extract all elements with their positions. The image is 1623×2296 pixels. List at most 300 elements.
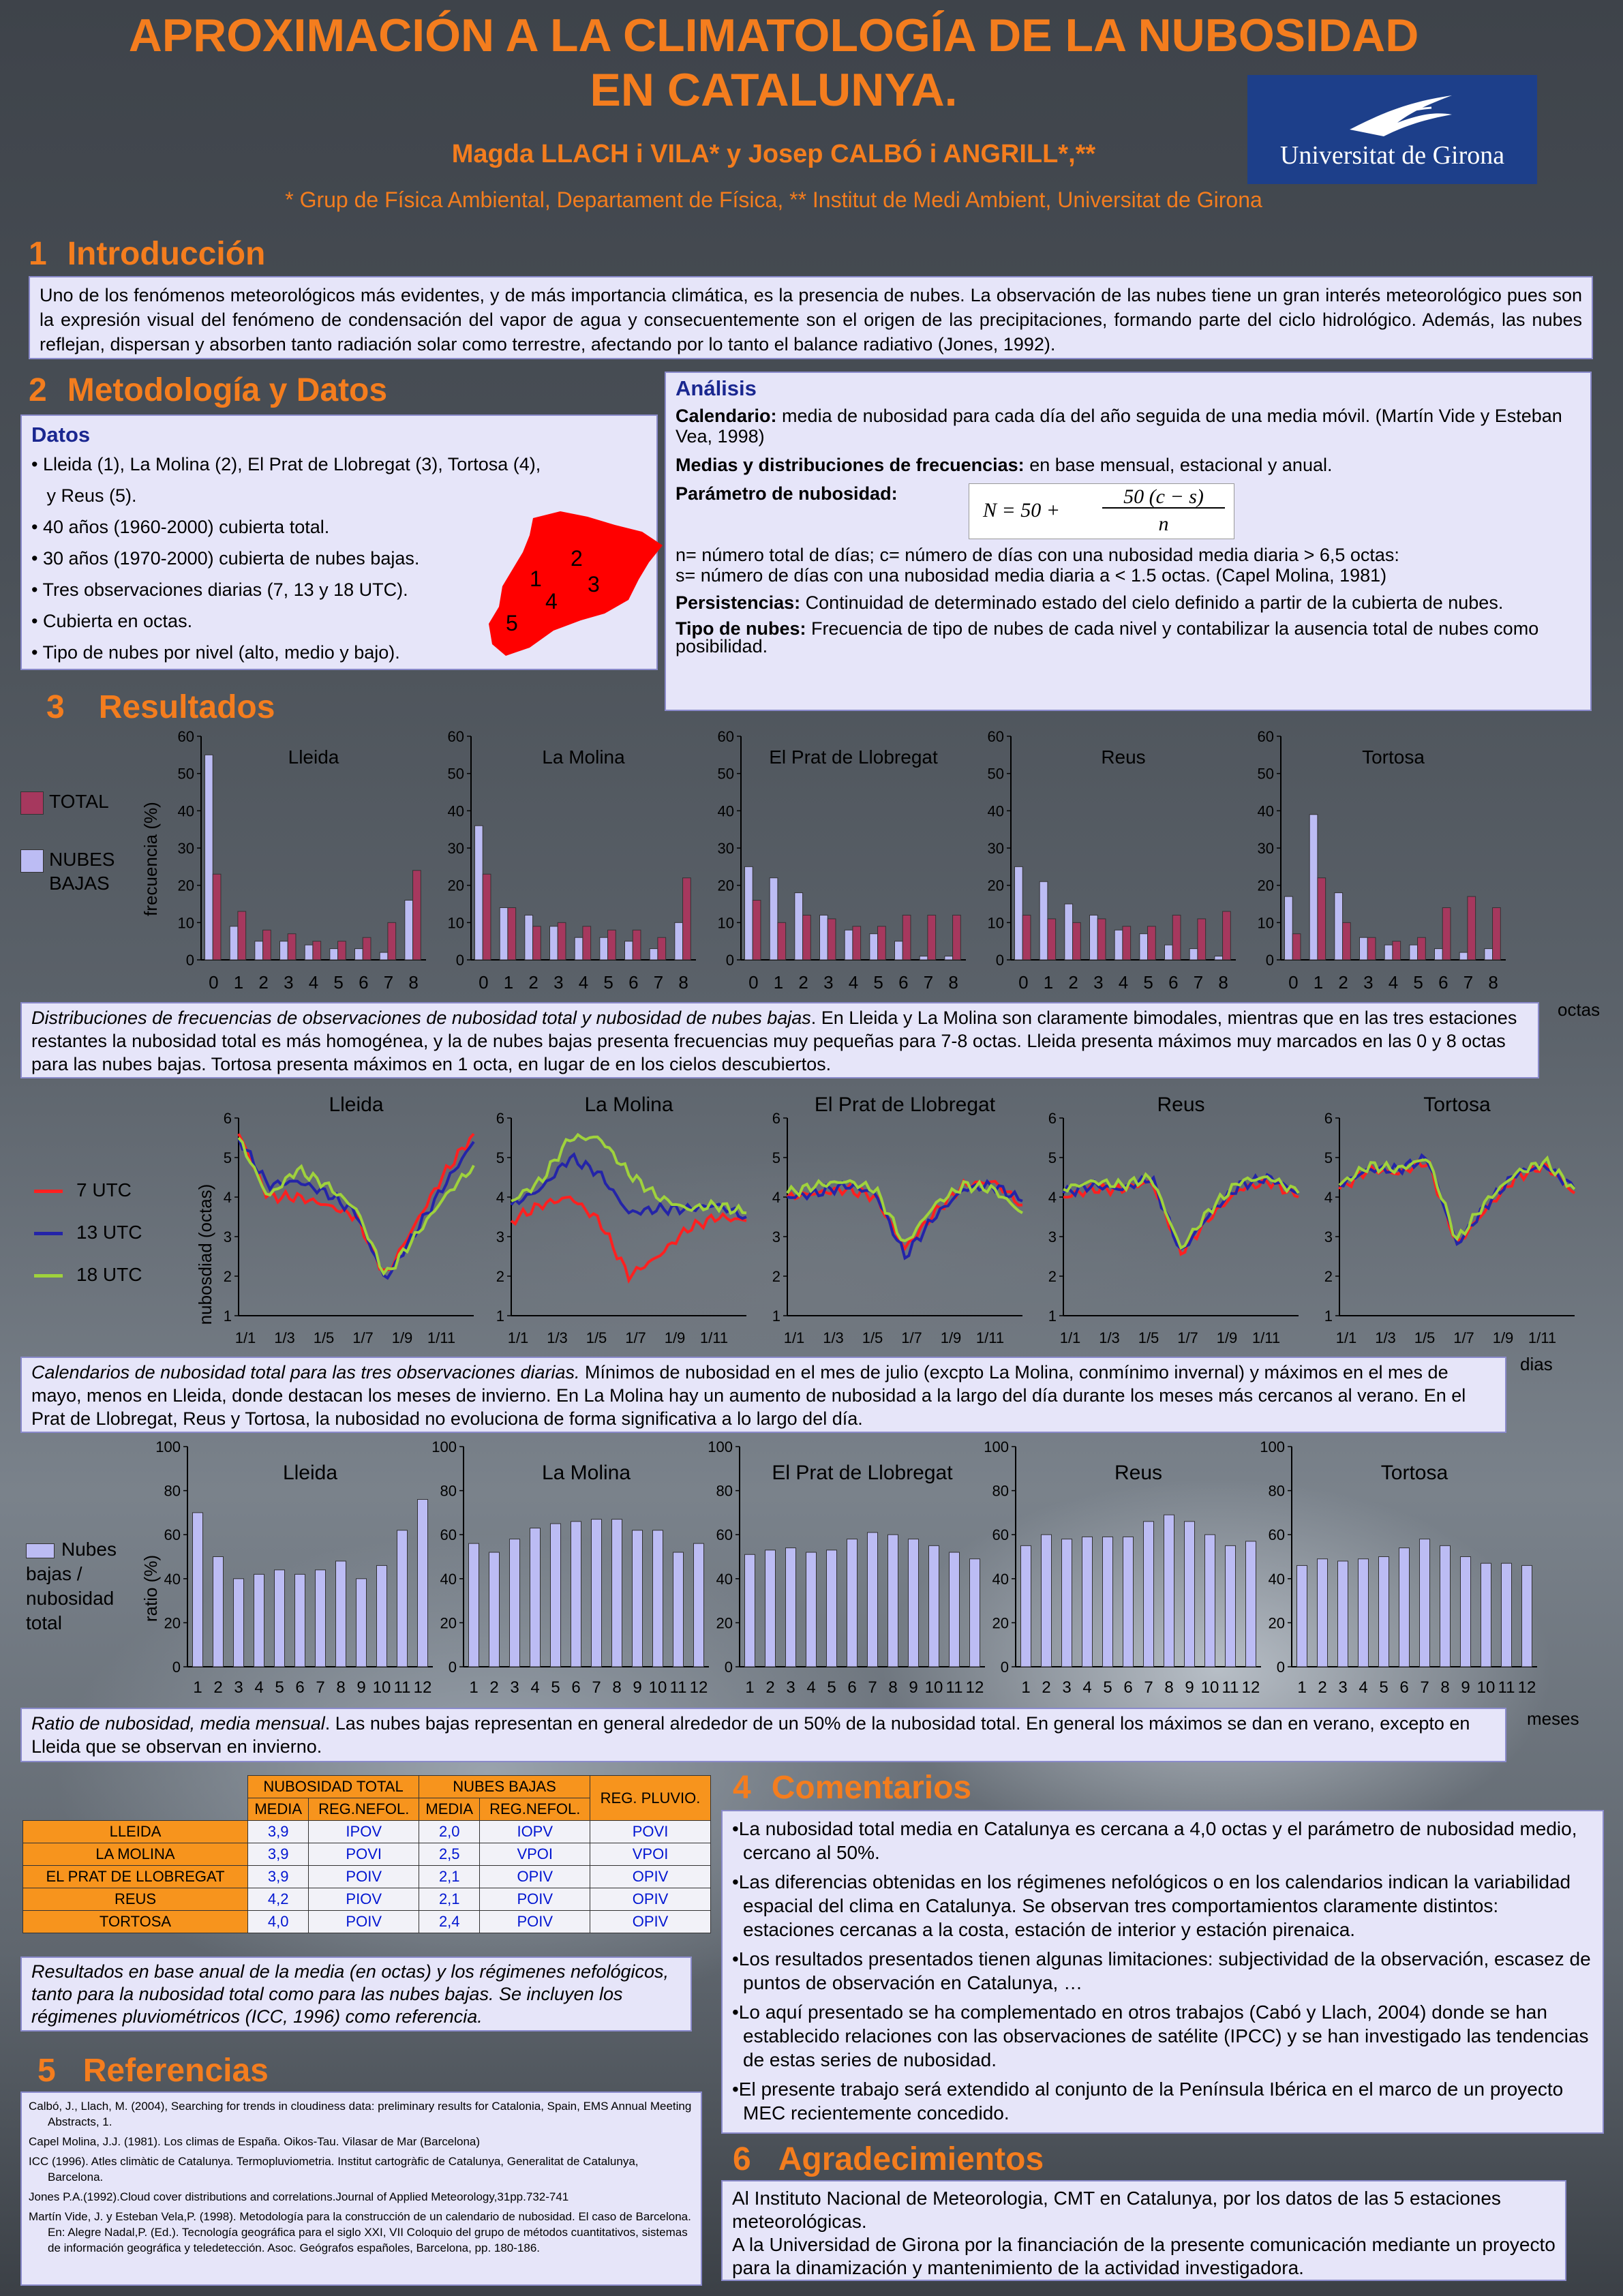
table-cell: 2,0	[419, 1821, 480, 1843]
bar	[1318, 878, 1326, 960]
map-label: 3	[588, 572, 600, 596]
label: Tipo de nubes:	[676, 618, 806, 639]
calendario-text	[676, 406, 1581, 447]
section-title: Introducción	[67, 236, 266, 272]
x-tick-label: 5	[1413, 972, 1423, 993]
table-cell: IPOV	[309, 1821, 419, 1843]
caption-italic: Calendarios de nubosidad total para las tres observaciones diarias.	[31, 1362, 580, 1383]
bar	[1144, 1522, 1154, 1667]
bar	[1399, 1548, 1410, 1667]
intro-box: Uno de los fenómenos meteorológicos más evidentes, y de más importancia climática, es la presencia de nubes. La observación de las nubes tiene un gran interés meteorológico pues son la expresión visual del fenómeno de condensación del vapor de agua y consecuentemente son el origen de las precipitaciones, formando parte del ciclo hidrológico. Además, las nubes reflejan, dispersan y absorben tanto radiación solar como terrestre, afectando por lo tanto el balance radiativo (Jones, 1992).	[29, 276, 1593, 359]
series-line	[1063, 1178, 1299, 1254]
x-tick-label: 7	[316, 1678, 325, 1697]
bar	[970, 1559, 980, 1667]
bar	[770, 878, 778, 960]
bar	[397, 1530, 408, 1667]
table-cell: 3,9	[248, 1821, 309, 1843]
y-tick-label: 20	[717, 877, 734, 894]
x-tick-label: 4	[308, 972, 319, 993]
table-cell: POIV	[480, 1888, 590, 1911]
x-tick-label: 1/5	[1138, 1329, 1159, 1346]
bar	[1384, 945, 1393, 960]
section-comentarios-heading	[733, 1769, 971, 1807]
bar	[658, 937, 666, 960]
table-header: REG.NEFOL.	[309, 1798, 419, 1821]
chart-panel	[431, 1438, 709, 1697]
bar	[405, 901, 413, 960]
table-cell: OPIV	[590, 1911, 711, 1933]
y-tick-label: 0	[448, 1659, 457, 1676]
affiliation: * Grup de Física Ambiental, Departament de Física, ** Institut de Medi Ambient, Universitat de Girona	[285, 187, 1262, 212]
y-axis-label: frecuencia (%)	[140, 802, 161, 916]
x-tick-label: 1	[773, 972, 784, 993]
bar	[288, 934, 296, 960]
legend-label: 13 UTC	[76, 1222, 142, 1243]
y-tick-label: 50	[1257, 765, 1274, 783]
x-tick-label: 8	[948, 972, 958, 993]
chart-panel	[496, 1093, 746, 1346]
bar	[1223, 911, 1231, 960]
x-tick-label: 1/1	[1335, 1329, 1357, 1346]
title-line-1: APROXIMACIÓN A LA CLIMATOLOGÍA DE LA NUBOSIDAD	[128, 10, 1419, 61]
y-tick-label: 6	[772, 1110, 780, 1127]
bar	[1065, 904, 1073, 960]
bar	[673, 1552, 684, 1667]
bar	[355, 949, 363, 960]
x-tick-label: 4	[254, 1678, 264, 1697]
bar	[1442, 907, 1451, 960]
label: Persistencias:	[676, 592, 801, 613]
x-tick-label: 4	[1082, 1678, 1092, 1697]
legend-label: bajas /	[26, 1563, 82, 1584]
x-tick-label: 5	[603, 972, 613, 993]
x-tick-label: 6	[1168, 972, 1179, 993]
x-tick-label: 11	[1498, 1678, 1515, 1697]
comment-item: •Los resultados presentados tienen algunas limitaciones: subjectividad de la observación, escasez de puntos de observación en Catalunya, …	[732, 1948, 1591, 1993]
table-cell: 2,1	[419, 1888, 480, 1911]
x-tick-label: 4	[806, 1678, 816, 1697]
table-cell: 2,1	[419, 1866, 480, 1888]
table-cell: POIV	[309, 1911, 419, 1933]
y-tick-label: 40	[716, 1570, 733, 1588]
x-tick-label: 6	[1123, 1678, 1133, 1697]
x-tick-label: 1	[233, 972, 244, 993]
x-tick-label: 1	[193, 1678, 202, 1697]
x-tick-label: 1/9	[664, 1329, 686, 1346]
x-tick-label: 1/5	[862, 1329, 883, 1346]
y-tick-label: 100	[155, 1438, 181, 1455]
series-line	[1063, 1175, 1299, 1248]
bar	[275, 1570, 285, 1667]
bar	[786, 1548, 796, 1667]
x-tick-label: 6	[847, 1678, 857, 1697]
bar	[1123, 926, 1131, 960]
bar	[753, 901, 761, 960]
bar	[483, 874, 491, 960]
caption-text: . Las nubes bajas representan en general alrededor de un 50% de la nubosidad total. En general los máximos se dan en verano, excepto en Lleida que se observan en invierno.	[31, 1713, 1470, 1757]
x-tick-label: 10	[1200, 1678, 1219, 1697]
bar	[330, 949, 338, 960]
legend-swatch	[20, 849, 44, 873]
bar	[806, 1552, 817, 1667]
bar	[500, 907, 508, 960]
section-agradecimientos-heading	[733, 2141, 1044, 2178]
bar	[1393, 941, 1401, 960]
x-tick-label: 6	[1438, 972, 1448, 993]
table-corner	[23, 1776, 248, 1821]
x-tick-label: 6	[359, 972, 369, 993]
bar	[745, 866, 753, 960]
y-tick-label: 20	[992, 1614, 1009, 1632]
y-tick-label: 30	[987, 840, 1004, 857]
bar	[316, 1570, 326, 1667]
x-tick-label: 7	[1193, 972, 1204, 993]
map-label: 1	[530, 567, 542, 591]
chart-panel	[984, 1438, 1261, 1697]
bar	[280, 941, 288, 960]
legend-swatch	[20, 791, 44, 815]
x-tick-label: 1	[1313, 972, 1324, 993]
panel-title: Lleida	[288, 746, 339, 768]
title-line-2: EN CATALUNYA.	[590, 64, 958, 116]
bar	[795, 893, 803, 960]
bar	[1164, 1515, 1174, 1667]
y-tick-label: 5	[223, 1149, 232, 1166]
bar	[675, 922, 683, 960]
panel-title: Reus	[1157, 1093, 1205, 1116]
table-cell: POVI	[309, 1843, 419, 1866]
y-tick-label: 100	[708, 1438, 733, 1455]
bar	[305, 945, 313, 960]
panel-title: Tortosa	[1362, 746, 1425, 768]
x-tick-label: 0	[1288, 972, 1299, 993]
y-axis-label: ratio (%)	[140, 1554, 161, 1622]
x-tick-label: 5	[827, 1678, 836, 1697]
label: Medias y distribuciones de frecuencias:	[676, 455, 1025, 475]
bar	[213, 1557, 224, 1667]
table-cell: POIV	[480, 1911, 590, 1933]
bar	[380, 952, 388, 960]
bar	[533, 926, 541, 960]
chart-panel	[988, 728, 1236, 993]
bar	[1367, 937, 1376, 960]
bar	[1205, 1535, 1215, 1667]
bar	[888, 1535, 898, 1667]
x-tick-label: 7	[653, 972, 664, 993]
x-tick-label: 8	[1488, 972, 1498, 993]
y-tick-label: 20	[987, 877, 1004, 894]
university-logo	[1247, 75, 1537, 184]
x-tick-label: 9	[357, 1678, 366, 1697]
frequency-chart	[136, 723, 1623, 1023]
x-tick-label: 3	[1363, 972, 1374, 993]
y-tick-label: 60	[992, 1526, 1009, 1544]
panel-title: Reus	[1101, 746, 1146, 768]
table-cell: 4,0	[248, 1911, 309, 1933]
bar	[828, 919, 836, 960]
table-row	[23, 1911, 711, 1933]
table-cell: OPIV	[590, 1866, 711, 1888]
datos-title: Datos	[31, 423, 91, 447]
results-table	[22, 1775, 711, 1933]
bar	[1172, 915, 1181, 960]
x-tick-label: 2	[1068, 972, 1078, 993]
y-tick-label: 10	[447, 914, 464, 932]
bar	[950, 1552, 960, 1667]
y-tick-label: 4	[1048, 1189, 1057, 1206]
bar	[870, 934, 878, 960]
legend-label: 18 UTC	[76, 1264, 142, 1285]
x-tick-label: 7	[592, 1678, 601, 1697]
y-tick-label: 10	[717, 914, 734, 932]
legend-label: nubosidad	[26, 1588, 115, 1609]
table-cell: 2,4	[419, 1911, 480, 1933]
x-tick-label: 7	[923, 972, 934, 993]
panel-title: El Prat de Llobregat	[769, 746, 938, 768]
bar	[1338, 1561, 1348, 1667]
x-tick-label: 9	[909, 1678, 918, 1697]
table-cell: PIOV	[309, 1888, 419, 1911]
section-number: 6	[733, 2141, 751, 2177]
x-tick-label: 12	[689, 1678, 708, 1697]
y-tick-label: 4	[1324, 1189, 1333, 1206]
bar	[508, 907, 516, 960]
x-tick-label: 10	[1476, 1678, 1496, 1697]
bar	[377, 1565, 387, 1667]
caption-italic: Distribuciones de frecuencias de observaciones de nubosidad total y nubosidad de nubes bajas	[31, 1008, 811, 1028]
reference-item: Calbó, J., Llach, M. (2004), Searching for trends in cloudiness data: preliminary results for Catalonia, Spain, EMS Annual Meeting Abstracts, 1.	[29, 2100, 692, 2128]
x-tick-label: 10	[648, 1678, 667, 1697]
y-tick-label: 40	[987, 802, 1004, 820]
bar	[765, 1550, 776, 1667]
y-tick-label: 20	[1257, 877, 1274, 894]
y-tick-label: 4	[772, 1189, 780, 1206]
table-cell: EL PRAT DE LLOBREGAT	[23, 1866, 248, 1888]
y-tick-label: 40	[177, 802, 194, 820]
bar	[1420, 1539, 1430, 1667]
section-title: Metodología y Datos	[67, 372, 388, 408]
y-tick-label: 0	[185, 952, 194, 969]
y-tick-label: 30	[717, 840, 734, 857]
x-tick-label: 1/3	[274, 1329, 295, 1346]
x-tick-label: 2	[798, 972, 808, 993]
y-tick-label: 0	[1265, 952, 1274, 969]
chart-panel	[1258, 728, 1506, 993]
x-tick-label: 3	[1338, 1678, 1348, 1697]
x-tick-label: 4	[530, 1678, 540, 1697]
bar	[1165, 945, 1173, 960]
ack-text: A la Universidad de Girona por la financiación de la presente comunicación mediante un proyecto para la dinamización y mantenimiento de la actividad investigadora.	[732, 2234, 1556, 2278]
bar	[1292, 934, 1301, 960]
legend-13utc	[34, 1211, 142, 1254]
ratio-chart	[136, 1432, 1623, 1732]
x-tick-label: 3	[284, 972, 294, 993]
y-tick-label: 10	[987, 914, 1004, 932]
x-axis-label: octas	[1558, 999, 1601, 1020]
y-tick-label: 2	[1048, 1268, 1057, 1285]
table-header: REG. PLUVIO.	[590, 1776, 711, 1821]
y-tick-label: 1	[772, 1308, 780, 1325]
y-tick-label: 80	[716, 1482, 733, 1500]
bar	[853, 926, 861, 960]
x-tick-label: 1/1	[1059, 1329, 1081, 1346]
datos-item: • 30 años (1970-2000) cubierta de nubes bajas.	[31, 548, 420, 569]
tipo-text	[676, 620, 1581, 655]
y-tick-label: 0	[455, 952, 464, 969]
y-tick-label: 2	[496, 1268, 504, 1285]
y-tick-label: 1	[223, 1308, 232, 1325]
table-cell: 2,5	[419, 1843, 480, 1866]
bar	[683, 878, 691, 960]
bar	[694, 1543, 704, 1667]
table-cell: VPOI	[590, 1843, 711, 1866]
bar	[1285, 896, 1293, 960]
ack-text: Al Instituto Nacional de Meteorologia, CMT en Catalunya, por los datos de las 5 estaciones meteorológicas.	[732, 2188, 1501, 2232]
x-tick-label: 8	[336, 1678, 346, 1697]
caption-ratio	[20, 1708, 1506, 1762]
bar	[1297, 1565, 1307, 1667]
bar	[920, 956, 928, 960]
section-metodologia-heading	[29, 372, 387, 409]
bar	[878, 926, 886, 960]
x-tick-label: 5	[275, 1678, 284, 1697]
datos-item: • 40 años (1960-2000) cubierta total.	[31, 517, 330, 537]
bar	[625, 941, 633, 960]
x-tick-label: 1	[469, 1678, 479, 1697]
x-tick-label: 6	[295, 1678, 305, 1697]
bar	[475, 826, 483, 960]
x-tick-label: 12	[965, 1678, 984, 1697]
comentarios-box	[721, 1810, 1604, 2134]
section-title: Comentarios	[771, 1770, 972, 1806]
x-tick-label: 7	[868, 1678, 877, 1697]
y-tick-label: 3	[1048, 1228, 1057, 1245]
table-cell: IOPV	[480, 1821, 590, 1843]
x-tick-label: 1/1	[507, 1329, 529, 1346]
y-tick-label: 5	[496, 1149, 504, 1166]
bar	[530, 1528, 541, 1667]
y-tick-label: 60	[164, 1526, 181, 1544]
y-tick-label: 30	[177, 840, 194, 857]
y-tick-label: 80	[992, 1482, 1009, 1500]
panel-title: El Prat de Llobregat	[772, 1462, 953, 1484]
series-line	[239, 1138, 474, 1273]
bar	[600, 937, 608, 960]
x-tick-label: 3	[823, 972, 834, 993]
bar	[612, 1520, 622, 1667]
bar	[1040, 881, 1048, 960]
section-number: 2	[29, 372, 47, 408]
table-cell: 3,9	[248, 1843, 309, 1866]
bar	[1073, 922, 1081, 960]
bar	[525, 915, 533, 960]
table-row	[23, 1888, 711, 1911]
x-tick-label: 2	[1318, 1678, 1327, 1697]
persist-text	[676, 594, 1581, 611]
x-tick-label: 6	[898, 972, 909, 993]
table-header: NUBOSIDAD TOTAL	[248, 1776, 419, 1798]
bar	[489, 1552, 500, 1667]
section-number: 5	[37, 2053, 56, 2089]
y-tick-label: 60	[716, 1526, 733, 1544]
table-row	[23, 1843, 711, 1866]
bar	[230, 926, 238, 960]
y-tick-label: 6	[1048, 1110, 1057, 1127]
y-tick-label: 80	[440, 1482, 457, 1500]
bar	[550, 926, 558, 960]
bar	[650, 949, 658, 960]
bar	[1360, 937, 1368, 960]
x-tick-label: 10	[924, 1678, 943, 1697]
y-tick-label: 50	[177, 765, 194, 783]
legend-label: NUBES	[49, 849, 115, 870]
chart-panel	[448, 728, 696, 993]
x-tick-label: 1/9	[1216, 1329, 1238, 1346]
x-tick-label: 1/5	[313, 1329, 335, 1346]
bar	[254, 1574, 264, 1667]
x-tick-label: 3	[1062, 1678, 1072, 1697]
x-tick-label: 11	[393, 1678, 411, 1697]
bar	[1015, 866, 1023, 960]
legend-label: total	[26, 1612, 62, 1633]
chart-panel	[224, 1093, 474, 1346]
bar	[1493, 907, 1501, 960]
label: Calendario:	[676, 406, 777, 426]
x-tick-label: 1/5	[586, 1329, 607, 1346]
x-tick-label: 4	[1118, 972, 1129, 993]
bar	[551, 1524, 561, 1667]
bar	[1090, 915, 1098, 960]
x-tick-label: 7	[1463, 972, 1474, 993]
bar	[363, 937, 371, 960]
bar	[1114, 930, 1123, 960]
y-tick-label: 3	[772, 1228, 780, 1245]
x-tick-label: 3	[553, 972, 564, 993]
x-tick-label: 11	[1222, 1678, 1239, 1697]
panel-title: La Molina	[542, 746, 625, 768]
table-cell: 4,2	[248, 1888, 309, 1911]
y-tick-label: 60	[1268, 1526, 1285, 1544]
legend-label: BAJAS	[49, 872, 110, 894]
y-axis-label: nubosdiad (octas)	[195, 1183, 215, 1325]
bar	[633, 1530, 643, 1667]
y-tick-label: 80	[164, 1482, 181, 1500]
bar	[1021, 1545, 1031, 1667]
table-cell: TORTOSA	[23, 1911, 248, 1933]
x-tick-label: 1/3	[1099, 1329, 1120, 1346]
bar	[827, 1550, 837, 1667]
x-tick-label: 1/7	[625, 1329, 646, 1346]
x-tick-label: 4	[1388, 972, 1399, 993]
y-tick-label: 40	[717, 802, 734, 820]
x-axis-label: dias	[1520, 1354, 1553, 1374]
x-tick-label: 0	[1018, 972, 1029, 993]
bar	[1198, 919, 1206, 960]
y-tick-label: 3	[496, 1228, 504, 1245]
x-tick-label: 1/9	[940, 1329, 962, 1346]
x-tick-label: 7	[383, 972, 394, 993]
bar	[1097, 919, 1106, 960]
formula-denominator: n	[1158, 513, 1169, 535]
bar	[1185, 1522, 1195, 1667]
bar	[1189, 949, 1198, 960]
x-tick-label: 2	[1042, 1678, 1051, 1697]
x-tick-label: 1/11	[1528, 1329, 1557, 1346]
x-tick-label: 8	[678, 972, 688, 993]
table-header: NUBES BAJAS	[419, 1776, 590, 1798]
comment-item: •El presente trabajo será extendido al conjunto de la Península Ibérica en el marco de un proyecto MEC recientemente concedido.	[732, 2079, 1564, 2124]
x-tick-label: 1/3	[547, 1329, 568, 1346]
